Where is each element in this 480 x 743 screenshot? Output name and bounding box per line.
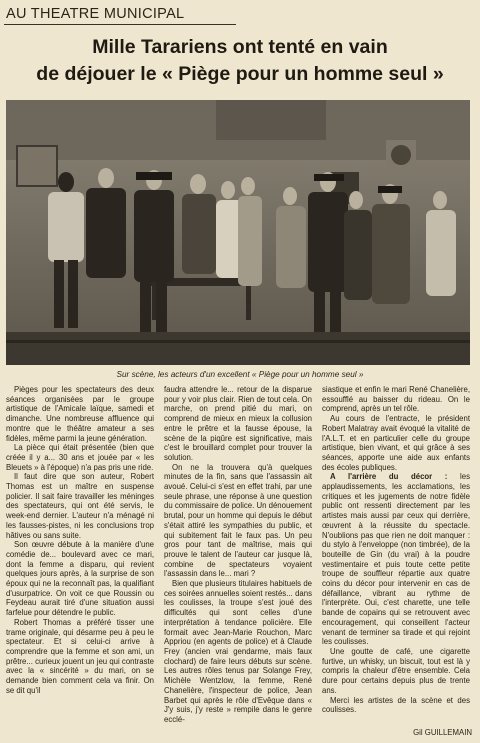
paragraph: faudra attendre le... retour de la disparue pour y voir plus clair. Rien de tout cela. On marche, on prend pitié du mari, on comprend de mieux en mieux la collusion entre le prêtre et la fausse épouse, la scène de la piqûre est significative, mais c'est le brouillard complet pour trouver la solution. [164, 385, 312, 462]
paragraph: siastique et enfin le mari René Chanelière, essoufflé au baisser du rideau. On le comprend, après un tel rôle. [322, 385, 470, 414]
paragraph: Merci les artistes de la scène et des coulisses. [322, 695, 470, 715]
article-column-1 [6, 385, 154, 696]
paragraph: On ne la trouvera qu'à quelques minutes de la fin, sans que l'assassin ait avoué. Celui-ci s'est en effet trahi, par une seule phrase, une réponse à une question du commissaire de police. Un dénouement brutal, pour un homme qui depuis le début s'était attiré les sympathies du public, et qui subitement fait le faux pas. Un peu gros pour tant de maîtrise, mais qui prouve le talent de l'auteur car jusque là, combine de spectateurs voyaient l'assassin dans le... mari ? [164, 462, 312, 579]
subhead-lead: A l'arrière du décor : [330, 472, 448, 482]
paragraph: Une goutte de café, une cigarette furtive, un whisky, un biscuit, tout est là y compris la chaleur d'être ensemble. Cela dure pour certains depuis plus de trente ans. [322, 646, 470, 695]
paragraph: Bien que plusieurs titulaires habituels de ces soirées annuelles soient restés... dans les coulisses, la troupe s'est joué des difficultés qui sont celles d'une interprétation à tendance policière. Elle formait avec Jean-Marie Rouchon, Marc Appriou (en agents de police) et à Claude Frey (ancien vrai gendarme, mais faux clochard) de faire leurs débuts sur scène. Les autres rôles tenus par Solange Frey, Michèle Wentzlow, la femme, René Chanelière, l'inspecteur de police, Jean Barbet qui après le rôle d'Evêque dans « J'y suis, j'y reste » rempile dans le genre ecclé- [164, 579, 312, 724]
article-column-3 [322, 385, 470, 715]
article-column-2 [164, 385, 312, 725]
paragraph: Son œuvre débute à la manière d'une comédie de... boulevard avec ce mari, dont la femme a disparu, qui revient quelques jours après, à la surprise de son époux qui ne la reconnaît pas, la qualifiant d'usurpatrice. On voit ce que Roussin ou Feydeau aurait tiré d'une situation aussi farfelue pour détendre le public. [6, 540, 154, 618]
paragraph: Il faut dire que son auteur, Robert Thomas est un maître en suspense policier. Il sait faire travailler les méninges des spectateurs, qui ont été servis, le week-end dernier. L'auteur n'a ménagé ni les fausses-pistes, ni les conclusions trop hâtives ou sans suite. [6, 472, 154, 540]
section-label: AU THEATRE MUNICIPAL [6, 6, 185, 22]
author-byline: Gil GUILLEMAIN [413, 728, 472, 737]
paragraph: Pièges pour les spectateurs des deux séances organisées par le groupe artistique de l'Amicale laïque, samedi et dimanche. Une nombreuse affluence qui montre que le théâtre amateur a ses fidèles, même parmi la jeune génération. [6, 385, 154, 443]
paragraph-with-lead [322, 472, 470, 647]
paragraph: Au cours de l'entracte, le président Robert Malatray avait évoqué la vitalité de l'A.L.T. et en particulier celle du groupe artistique, bien vivant, et qui grâce à ses séances, apporte une aide aux enfants des écoles publiques. [322, 414, 470, 472]
ink-stamp [392, 0, 462, 10]
headline-line-2: de déjouer le « Piège pour un homme seul » [36, 63, 444, 85]
headline-line-1: Mille Tarariens ont tenté en vain [92, 36, 388, 58]
paragraph-text: les applaudissements, les acclamations, les critiques et les jugements de notre fidèle public ont ressenti directement par les artistes mais aussi par ceux qui derrière, œuvrent à la réussite du spectacle. N'oublions pas que rien ne doit manquer : du stylo à l'enveloppe (non timbrée), de la bouteille de Gin (du vrai) à la poudre vestimentaire et puis toute cette petite troupe de souffleur répartie aux quatre coins du décor pour intervenir en cas de défaillance, vibrant au rythme de l'interprète. Oui, c'est charette, une telle bande de copains qui se retrouvent avec encouragement, qui conseillent l'acteur venant de terminer sa tirade et qui rejoint les coulisses. [322, 472, 470, 647]
photo-caption: Sur scène, les acteurs d'un excellent « Piège pour un homme seul » [116, 370, 364, 379]
stage-photo-illustration [6, 100, 470, 365]
paragraph: Robert Thomas a préféré tisser une trame originale, qui désarme peu à peu le spectateur. Et si celui-ci arrive à comprendre que la femme et son ami, un prêtre... curieux jouent un jeu qui contraste avec la « sincérité » du mari, on se demande bien comment cela va finir. On se dit qu'il [6, 617, 154, 695]
stage-photo [6, 100, 470, 365]
section-header [4, 4, 236, 25]
paragraph: La pièce qui était présentée (bien que créée il y a... 30 ans et jouée par « les Bleuets » à l'époque) n'a pas pris une ride. [6, 443, 154, 472]
